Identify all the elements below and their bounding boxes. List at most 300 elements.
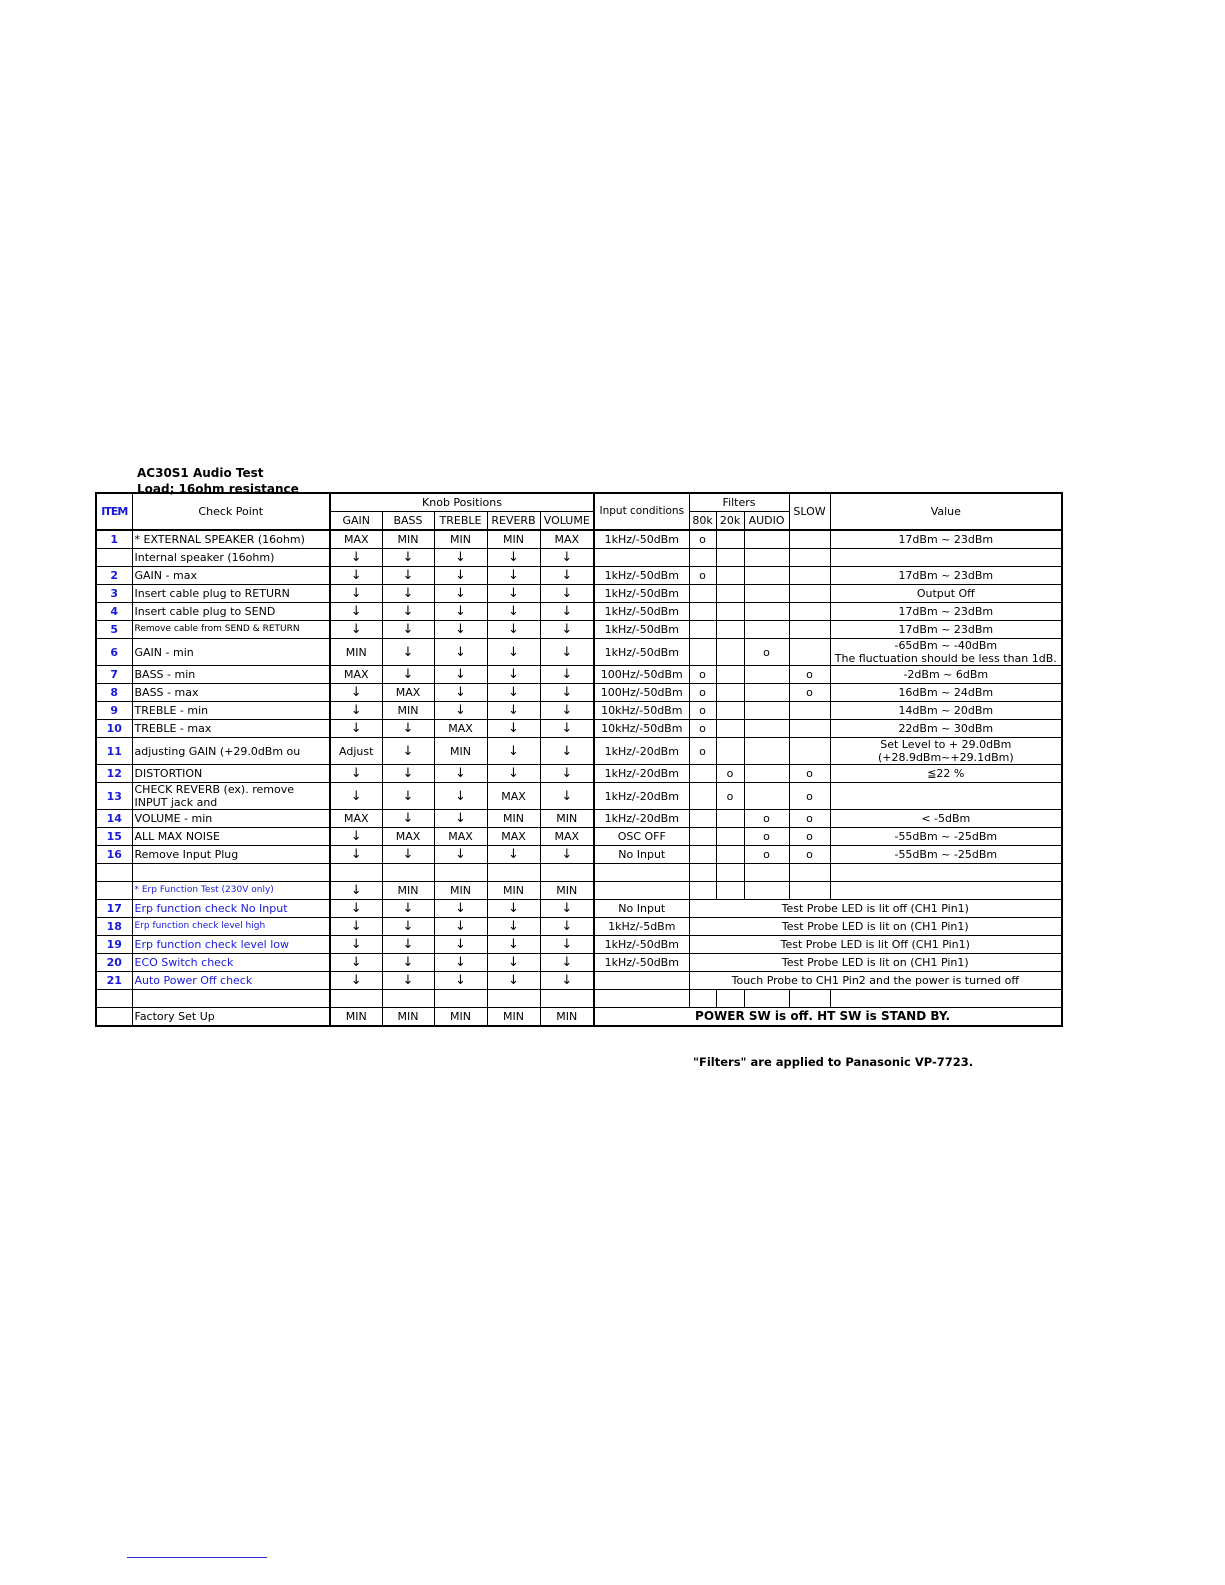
filter-f80k xyxy=(689,549,716,567)
table-row xyxy=(96,882,1062,900)
knob-volume: ↓ xyxy=(540,639,594,666)
value-text: 17dBm ~ 23dBm xyxy=(898,533,994,546)
filter-f20k xyxy=(716,567,744,585)
knob-gain: ↓ xyxy=(330,918,382,936)
value-span: Test Probe LED is lit on (CH1 Pin1) xyxy=(689,954,1062,972)
knob-cell xyxy=(434,864,487,882)
knob-volume: MIN xyxy=(540,882,594,900)
header-gain: GAIN xyxy=(330,512,382,531)
filter-f20k xyxy=(716,621,744,639)
item-number: 8 xyxy=(96,684,132,702)
filter-cell xyxy=(789,990,830,1008)
check-point: TREBLE - max xyxy=(132,720,330,738)
table-row xyxy=(96,828,1062,846)
value-text: < -5dBm xyxy=(921,812,971,825)
table-row xyxy=(96,684,1062,702)
filter-cell xyxy=(789,882,830,900)
filter-f20k: o xyxy=(716,765,744,783)
knob-treble: MIN xyxy=(434,530,487,549)
value-cell xyxy=(830,828,1062,846)
table-row xyxy=(96,864,1062,882)
footnote: "Filters" are applied to Panasonic VP-7723. xyxy=(693,1055,974,1069)
input-condition: 1kHz/-50dBm xyxy=(594,567,689,585)
knob-treble: ↓ xyxy=(434,954,487,972)
knob-treble: MAX xyxy=(434,828,487,846)
knob-gain: ↓ xyxy=(330,567,382,585)
filter-cell xyxy=(789,864,830,882)
input-condition xyxy=(594,549,689,567)
factory-value: POWER SW is off. HT SW is STAND BY. xyxy=(594,1008,1062,1027)
knob-treble: ↓ xyxy=(434,900,487,918)
knob-treble: ↓ xyxy=(434,972,487,990)
filter-f20k xyxy=(716,828,744,846)
knob-bass: MAX xyxy=(382,684,434,702)
knob-treble: ↓ xyxy=(434,846,487,864)
knob-reverb: MIN xyxy=(487,882,540,900)
input-condition: 1kHz/-20dBm xyxy=(594,810,689,828)
knob-bass: ↓ xyxy=(382,585,434,603)
input-condition: 1kHz/-50dBm xyxy=(594,603,689,621)
filter-audio xyxy=(744,684,789,702)
table-row xyxy=(96,936,1062,954)
table-row xyxy=(96,666,1062,684)
knob-reverb: ↓ xyxy=(487,738,540,765)
filter-f20k xyxy=(716,585,744,603)
value-cell xyxy=(830,882,1062,900)
knob-treble: MIN xyxy=(434,882,487,900)
knob-volume: ↓ xyxy=(540,702,594,720)
table-row xyxy=(96,918,1062,936)
value-cell xyxy=(830,621,1062,639)
knob-reverb: ↓ xyxy=(487,549,540,567)
filter-f20k xyxy=(716,639,744,666)
filter-slow: o xyxy=(789,828,830,846)
knob-volume: ↓ xyxy=(540,765,594,783)
filter-f80k xyxy=(689,846,716,864)
knob-gain: ↓ xyxy=(330,972,382,990)
filter-audio: o xyxy=(744,810,789,828)
knob-cell xyxy=(330,864,382,882)
header-check-point: Check Point xyxy=(132,493,330,530)
knob-bass: ↓ xyxy=(382,603,434,621)
filter-slow xyxy=(789,702,830,720)
filter-f80k xyxy=(689,639,716,666)
input-condition: No Input xyxy=(594,900,689,918)
check-point-cell xyxy=(132,990,330,1008)
table-row xyxy=(96,1008,1062,1027)
value-cell xyxy=(830,783,1062,810)
knob-gain: ↓ xyxy=(330,765,382,783)
check-point: Erp function check level high xyxy=(132,918,330,936)
check-point: Remove cable from SEND & RETURN xyxy=(132,621,330,639)
knob-gain: ↓ xyxy=(330,846,382,864)
check-point: GAIN - max xyxy=(132,567,330,585)
value-cell xyxy=(830,530,1062,549)
check-point: ECO Switch check xyxy=(132,954,330,972)
input-cell xyxy=(594,864,689,882)
knob-treble: ↓ xyxy=(434,549,487,567)
knob-bass: ↓ xyxy=(382,810,434,828)
item-number: 16 xyxy=(96,846,132,864)
knob-reverb: ↓ xyxy=(487,666,540,684)
knob-bass: ↓ xyxy=(382,972,434,990)
value-text: ≦22 % xyxy=(927,767,965,780)
filter-f80k: o xyxy=(689,720,716,738)
knob-volume: ↓ xyxy=(540,738,594,765)
value-text: Output Off xyxy=(916,587,975,600)
check-point: adjusting GAIN (+29.0dBm ou xyxy=(132,738,330,765)
filter-slow: o xyxy=(789,846,830,864)
filter-f20k xyxy=(716,738,744,765)
filter-f80k: o xyxy=(689,738,716,765)
knob-bass: MIN xyxy=(382,530,434,549)
filter-audio xyxy=(744,567,789,585)
filter-slow xyxy=(789,585,830,603)
item-number: 9 xyxy=(96,702,132,720)
value-text: -55dBm ~ -25dBm xyxy=(894,830,998,843)
value-cell xyxy=(830,567,1062,585)
knob-volume: MAX xyxy=(540,530,594,549)
filter-cell xyxy=(689,864,716,882)
knob-bass: ↓ xyxy=(382,900,434,918)
filter-cell xyxy=(744,864,789,882)
knob-reverb: ↓ xyxy=(487,585,540,603)
table-row xyxy=(96,530,1062,549)
input-condition: No Input xyxy=(594,846,689,864)
filter-f20k xyxy=(716,810,744,828)
filter-audio: o xyxy=(744,639,789,666)
filter-slow: o xyxy=(789,765,830,783)
filter-f80k: o xyxy=(689,530,716,549)
value-text-2: The fluctuation should be less than 1dB. xyxy=(834,652,1057,665)
filter-f80k: o xyxy=(689,684,716,702)
knob-reverb: ↓ xyxy=(487,972,540,990)
knob-reverb: MIN xyxy=(487,810,540,828)
item-cell xyxy=(96,990,132,1008)
filter-slow: o xyxy=(789,783,830,810)
knob-cell xyxy=(382,990,434,1008)
knob-volume: ↓ xyxy=(540,783,594,810)
knob-treble: ↓ xyxy=(434,639,487,666)
input-condition: 100Hz/-50dBm xyxy=(594,666,689,684)
input-condition: 1kHz/-50dBm xyxy=(594,621,689,639)
value-text: -65dBm ~ -40dBm xyxy=(894,639,998,652)
filter-f80k: o xyxy=(689,702,716,720)
check-point: Internal speaker (16ohm) xyxy=(132,549,330,567)
check-point-cell xyxy=(132,864,330,882)
value-cell xyxy=(830,720,1062,738)
table-row xyxy=(96,621,1062,639)
filter-f80k xyxy=(689,765,716,783)
item-number: 18 xyxy=(96,918,132,936)
value-text-2: (+28.9dBm~+29.1dBm) xyxy=(877,751,1014,764)
value-text: 22dBm ~ 30dBm xyxy=(898,722,994,735)
input-condition xyxy=(594,972,689,990)
knob-reverb: ↓ xyxy=(487,639,540,666)
filter-f20k xyxy=(716,530,744,549)
value-cell xyxy=(830,846,1062,864)
filter-slow xyxy=(789,639,830,666)
item-number: 3 xyxy=(96,585,132,603)
knob-reverb: MIN xyxy=(487,1008,540,1027)
filter-cell xyxy=(689,882,716,900)
value-text: 17dBm ~ 23dBm xyxy=(898,569,994,582)
check-point: * Erp Function Test (230V only) xyxy=(132,882,330,900)
input-condition: 1kHz/-20dBm xyxy=(594,765,689,783)
filter-f20k xyxy=(716,603,744,621)
knob-volume: ↓ xyxy=(540,567,594,585)
knob-bass: ↓ xyxy=(382,765,434,783)
knob-gain: ↓ xyxy=(330,828,382,846)
knob-gain: ↓ xyxy=(330,684,382,702)
header-audio: AUDIO xyxy=(744,512,789,531)
doc-title: AC30S1 Audio Test xyxy=(137,466,264,480)
filter-slow: o xyxy=(789,684,830,702)
filter-audio xyxy=(744,603,789,621)
header-bass: BASS xyxy=(382,512,434,531)
check-point: Insert cable plug to RETURN xyxy=(132,585,330,603)
knob-volume: ↓ xyxy=(540,936,594,954)
filter-audio xyxy=(744,621,789,639)
value-cell xyxy=(830,549,1062,567)
input-condition: 100Hz/-50dBm xyxy=(594,684,689,702)
header-knob-positions: Knob Positions xyxy=(330,493,594,512)
value-text: -2dBm ~ 6dBm xyxy=(903,668,989,681)
knob-reverb: ↓ xyxy=(487,603,540,621)
input-condition xyxy=(594,882,689,900)
input-condition: 10kHz/-50dBm xyxy=(594,702,689,720)
value-span: Touch Probe to CH1 Pin2 and the power is turned off xyxy=(689,972,1062,990)
knob-gain: ↓ xyxy=(330,882,382,900)
knob-treble: ↓ xyxy=(434,810,487,828)
knob-treble: MIN xyxy=(434,1008,487,1027)
check-point: BASS - min xyxy=(132,666,330,684)
item-number: 4 xyxy=(96,603,132,621)
table-row xyxy=(96,846,1062,864)
knob-bass: ↓ xyxy=(382,846,434,864)
knob-cell xyxy=(434,990,487,1008)
value-span: Test Probe LED is lit on (CH1 Pin1) xyxy=(689,918,1062,936)
check-point: Erp function check level low xyxy=(132,936,330,954)
check-point: Auto Power Off check xyxy=(132,972,330,990)
filter-slow xyxy=(789,530,830,549)
value-cell xyxy=(830,666,1062,684)
table-row xyxy=(96,990,1062,1008)
knob-gain: ↓ xyxy=(330,549,382,567)
knob-bass: ↓ xyxy=(382,918,434,936)
knob-reverb: ↓ xyxy=(487,765,540,783)
knob-treble: ↓ xyxy=(434,567,487,585)
knob-gain: ↓ xyxy=(330,585,382,603)
knob-gain: Adjust xyxy=(330,738,382,765)
knob-treble: ↓ xyxy=(434,666,487,684)
check-point: GAIN - min xyxy=(132,639,330,666)
knob-gain: MAX xyxy=(330,530,382,549)
knob-bass: ↓ xyxy=(382,783,434,810)
knob-treble: ↓ xyxy=(434,702,487,720)
table-body xyxy=(96,530,1062,1026)
knob-bass: MIN xyxy=(382,1008,434,1027)
knob-bass: ↓ xyxy=(382,621,434,639)
knob-gain: ↓ xyxy=(330,936,382,954)
filter-audio xyxy=(744,783,789,810)
knob-reverb: MAX xyxy=(487,783,540,810)
check-point: BASS - max xyxy=(132,684,330,702)
value-cell xyxy=(830,765,1062,783)
filter-f20k: o xyxy=(716,783,744,810)
input-condition: 1kHz/-50dBm xyxy=(594,585,689,603)
filter-slow: o xyxy=(789,810,830,828)
item-number: 14 xyxy=(96,810,132,828)
value-cell xyxy=(830,738,1062,765)
value-text: 17dBm ~ 23dBm xyxy=(898,605,994,618)
knob-gain: MIN xyxy=(330,639,382,666)
knob-volume: MIN xyxy=(540,1008,594,1027)
filter-f20k xyxy=(716,702,744,720)
check-point: Erp function check No Input xyxy=(132,900,330,918)
table-row xyxy=(96,954,1062,972)
header-volume: VOLUME xyxy=(540,512,594,531)
check-point: DISTORTION xyxy=(132,765,330,783)
knob-treble: ↓ xyxy=(434,684,487,702)
knob-volume: MAX xyxy=(540,828,594,846)
filter-slow xyxy=(789,720,830,738)
knob-volume: ↓ xyxy=(540,900,594,918)
check-point: Factory Set Up xyxy=(132,1008,330,1027)
knob-volume: ↓ xyxy=(540,972,594,990)
table-row xyxy=(96,900,1062,918)
audio-test-table xyxy=(95,492,1063,1027)
knob-cell xyxy=(487,864,540,882)
filter-cell xyxy=(716,864,744,882)
knob-cell xyxy=(487,990,540,1008)
value-cell xyxy=(830,990,1062,1008)
table-row xyxy=(96,972,1062,990)
knob-treble: ↓ xyxy=(434,765,487,783)
table-row xyxy=(96,720,1062,738)
header-value: Value xyxy=(830,493,1062,530)
knob-bass: ↓ xyxy=(382,666,434,684)
input-condition: 10kHz/-50dBm xyxy=(594,720,689,738)
knob-bass: ↓ xyxy=(382,936,434,954)
knob-reverb: ↓ xyxy=(487,954,540,972)
filter-cell xyxy=(744,882,789,900)
check-point: Insert cable plug to SEND xyxy=(132,603,330,621)
filter-audio xyxy=(744,720,789,738)
item-number: 12 xyxy=(96,765,132,783)
table-row xyxy=(96,567,1062,585)
input-condition: 1kHz/-20dBm xyxy=(594,738,689,765)
filter-f20k xyxy=(716,846,744,864)
knob-bass: MAX xyxy=(382,828,434,846)
value-text: 14dBm ~ 20dBm xyxy=(898,704,994,717)
item-number: 10 xyxy=(96,720,132,738)
knob-volume: ↓ xyxy=(540,954,594,972)
knob-gain: ↓ xyxy=(330,900,382,918)
item-number: 7 xyxy=(96,666,132,684)
item-cell xyxy=(96,864,132,882)
knob-bass: ↓ xyxy=(382,738,434,765)
knob-reverb: ↓ xyxy=(487,684,540,702)
item-number: 20 xyxy=(96,954,132,972)
check-point: Remove Input Plug xyxy=(132,846,330,864)
knob-gain: MAX xyxy=(330,666,382,684)
knob-bass: ↓ xyxy=(382,549,434,567)
knob-reverb: ↓ xyxy=(487,702,540,720)
item-number: 2 xyxy=(96,567,132,585)
table-row xyxy=(96,639,1062,666)
header-slow: SLOW xyxy=(789,493,830,530)
knob-reverb: ↓ xyxy=(487,936,540,954)
knob-gain: ↓ xyxy=(330,720,382,738)
filter-f80k: o xyxy=(689,666,716,684)
knob-treble: ↓ xyxy=(434,918,487,936)
filter-audio xyxy=(744,702,789,720)
knob-bass: MIN xyxy=(382,882,434,900)
bottom-rule xyxy=(127,1557,267,1558)
knob-gain: ↓ xyxy=(330,621,382,639)
knob-cell xyxy=(382,864,434,882)
knob-treble: MIN xyxy=(434,738,487,765)
filter-slow xyxy=(789,738,830,765)
value-cell xyxy=(830,684,1062,702)
input-condition: 1kHz/-50dBm xyxy=(594,530,689,549)
value-text: -55dBm ~ -25dBm xyxy=(894,848,998,861)
knob-cell xyxy=(540,990,594,1008)
filter-f80k xyxy=(689,621,716,639)
input-condition: OSC OFF xyxy=(594,828,689,846)
filter-audio xyxy=(744,549,789,567)
knob-treble: ↓ xyxy=(434,621,487,639)
value-cell xyxy=(830,810,1062,828)
item-number: 6 xyxy=(96,639,132,666)
knob-treble: ↓ xyxy=(434,936,487,954)
filter-f20k xyxy=(716,666,744,684)
knob-reverb: MIN xyxy=(487,530,540,549)
knob-reverb: MAX xyxy=(487,828,540,846)
knob-volume: ↓ xyxy=(540,918,594,936)
filter-audio xyxy=(744,765,789,783)
knob-reverb: ↓ xyxy=(487,720,540,738)
item-number: 5 xyxy=(96,621,132,639)
knob-bass: ↓ xyxy=(382,954,434,972)
table-row xyxy=(96,738,1062,765)
table-row xyxy=(96,603,1062,621)
input-cell xyxy=(594,990,689,1008)
value-cell xyxy=(830,639,1062,666)
filter-slow xyxy=(789,549,830,567)
item-number: 1 xyxy=(96,530,132,549)
knob-volume: MIN xyxy=(540,810,594,828)
filter-f20k xyxy=(716,684,744,702)
header-input-conditions: Input conditions xyxy=(594,493,689,530)
header-20k: 20k xyxy=(716,512,744,531)
knob-bass: MIN xyxy=(382,702,434,720)
table-row xyxy=(96,549,1062,567)
value-text: 16dBm ~ 24dBm xyxy=(898,686,994,699)
item-number xyxy=(96,549,132,567)
knob-treble: ↓ xyxy=(434,603,487,621)
value-text: 17dBm ~ 23dBm xyxy=(898,623,994,636)
check-point: * EXTERNAL SPEAKER (16ohm) xyxy=(132,530,330,549)
knob-volume: ↓ xyxy=(540,846,594,864)
item-number xyxy=(96,1008,132,1027)
header-reverb: REVERB xyxy=(487,512,540,531)
filter-audio xyxy=(744,666,789,684)
item-number: 19 xyxy=(96,936,132,954)
knob-reverb: ↓ xyxy=(487,846,540,864)
table-row xyxy=(96,702,1062,720)
